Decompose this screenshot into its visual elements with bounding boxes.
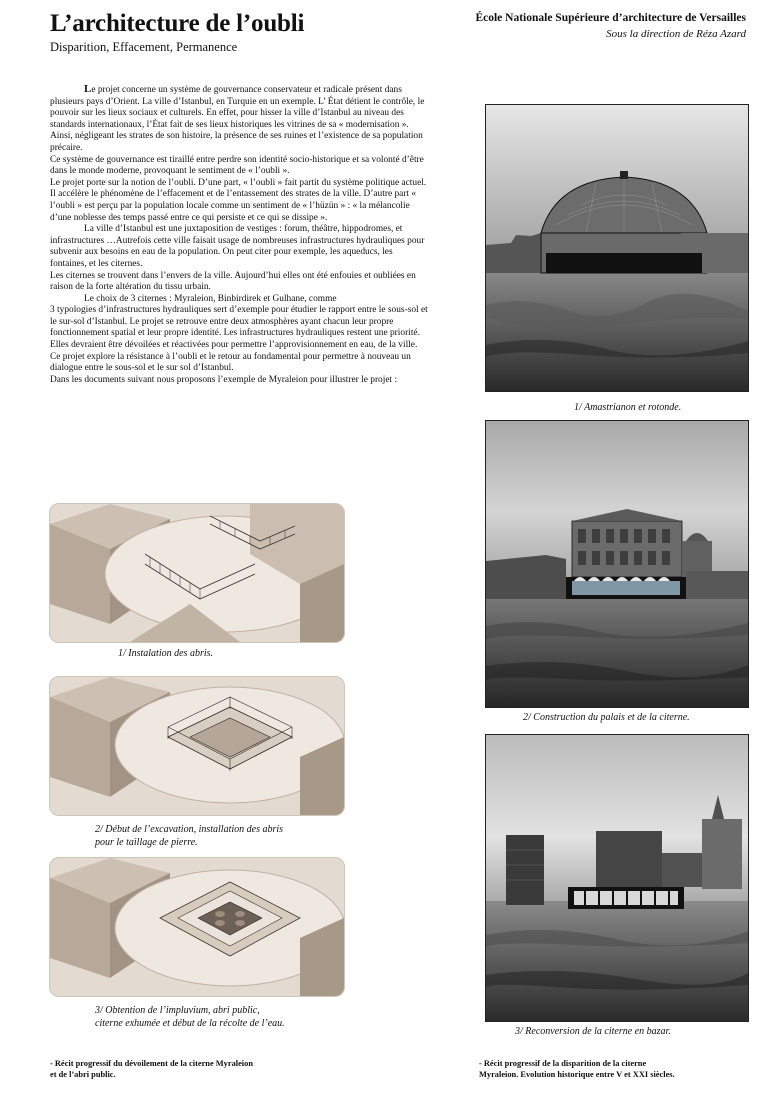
footer-right-line2: Myraleion. Evolution historique entre V et XXI siècles. — [479, 1070, 675, 1079]
right-caption-2: 2/ Construction du palais et de la citerne. — [523, 712, 690, 723]
footer-left-line2: et de l’abri public. — [50, 1070, 116, 1079]
footer-right — [479, 1058, 675, 1080]
footer-left — [50, 1058, 253, 1080]
paragraph-4: La ville d’Istanbul est une juxtaposition de vestiges : forum, théâtre, hippodromes, et infrastructures …Autrefois cette ville faisait usage de nombreuses infrastructures hydrauliques pour subvenir aux besoins en eau de la population. On peut citer pour exemple, les aqueducs, les fontaines, et les citernes. — [50, 224, 425, 269]
section-panel-2 — [485, 420, 749, 708]
paragraph-3: Le projet porte sur la notion de l’oubli. D’une part, « l’oubli » fait partit du système politique actuel. Il accélère le phénomène de l’effacement et de l’entassement des strates de la ville. D’autre part « l’oubli » est perçu par la population locale comme un sentiment de « l’hüzün » : « la mélancolie d’une noblesse des temps passé entre ce qui persiste et ce qui se dissipe ». — [50, 177, 427, 223]
isometric-image-1 — [49, 503, 345, 643]
left-caption-2-line1: 2/ Début de l’excavation, installation des abris — [95, 824, 284, 835]
isometric-image-3 — [49, 857, 345, 997]
paragraph-6: Le choix de 3 citernes : Myraleion, Binbirdirek et Gulhane, comme — [84, 293, 337, 304]
left-caption-3-line1: 3/ Obtention de l’impluvium, abri public, — [95, 1005, 260, 1016]
right-caption-1: 1/ Amastrianon et rotonde. — [574, 402, 682, 413]
paragraph-1 — [50, 84, 428, 155]
left-caption-1: 1/ Instalation des abris. — [118, 648, 214, 659]
left-caption-2 — [95, 823, 283, 849]
paragraph-5: Les citernes se trouvent dans l’envers de la ville. Aujourd’hui elles ont été enfouies et oubliées en raison de la forte altération du tissu urbain. — [50, 270, 416, 293]
direction-line: Sous la direction de Réza Azard — [606, 28, 746, 40]
page-title: L’architecture de l’oubli — [50, 10, 305, 37]
left-caption-3-line2: citerne exhumée et début de la récolte de l’eau. — [95, 1018, 285, 1029]
paragraph-2: Ce système de gouvernance est tiraillé entre perdre son identité socio-historique et sa volonté d’être dans le monde moderne, provoquant le sentiment de « l’oubli ». — [50, 154, 424, 177]
paragraph-1-text: e projet concerne un système de gouvernance conservateur et radicale présent dans plusieurs pays d’Orient. La ville d’Istanbul, en Turquie en un exemple. L’ État détient le contrôle, le pouvoir sur les lieux sociaux et culturels. En effet, pour hisser la ville d’Istanbul au niveau des standards internationaux, l’État fait de ses lieux historiques les vitrines de sa « modernisation ». Ainsi, négligeant les strates de son histoire, la présence de ses ruines et l’existence de sa population précaire. — [50, 85, 425, 153]
section-panel-3 — [485, 734, 749, 1022]
project-description — [50, 84, 428, 386]
paragraph-8: Dans les documents suivant nous proposons l’exemple de Myraleion pour illustrer le projet : — [50, 374, 398, 385]
isometric-image-2 — [49, 676, 345, 816]
footer-left-line1: - Récit progressif du dévoilement de la citerne Myraleion — [50, 1059, 253, 1068]
school-name: École Nationale Supérieure d’architecture de Versailles — [475, 12, 746, 24]
paragraph-7: 3 typologies d’infrastructures hydrauliques sert d’exemple pour étudier le rapport entre le sous-sol et le sur-sol d’Istanbul. Le projet se retrouve entre deux atmosphères ayant chacun leur propre fonctionnement spatial et leur propre identité. Les infrastructures hydrauliques restent une priorité. Elles devraient être dévoilées et réactivées pour permettre l’approvisionnement en eau, de la ville. Ce projet explore la résistance à l’oubli et le retour au fondamental pour permettre à nouveau un dialogue entre le sous-sol et le sur sol d’Istanbul. — [50, 305, 428, 374]
right-caption-3: 3/ Reconversion de la citerne en bazar. — [515, 1026, 671, 1037]
page-subtitle: Disparition, Effacement, Permanence — [50, 40, 238, 54]
left-caption-2-line2: pour le taillage de pierre. — [95, 837, 198, 848]
left-caption-3 — [95, 1004, 285, 1030]
dropcap-letter: L — [84, 83, 92, 95]
footer-right-line1: - Récit progressif de la disparition de la citerne — [479, 1059, 647, 1068]
section-panel-1 — [485, 104, 749, 392]
